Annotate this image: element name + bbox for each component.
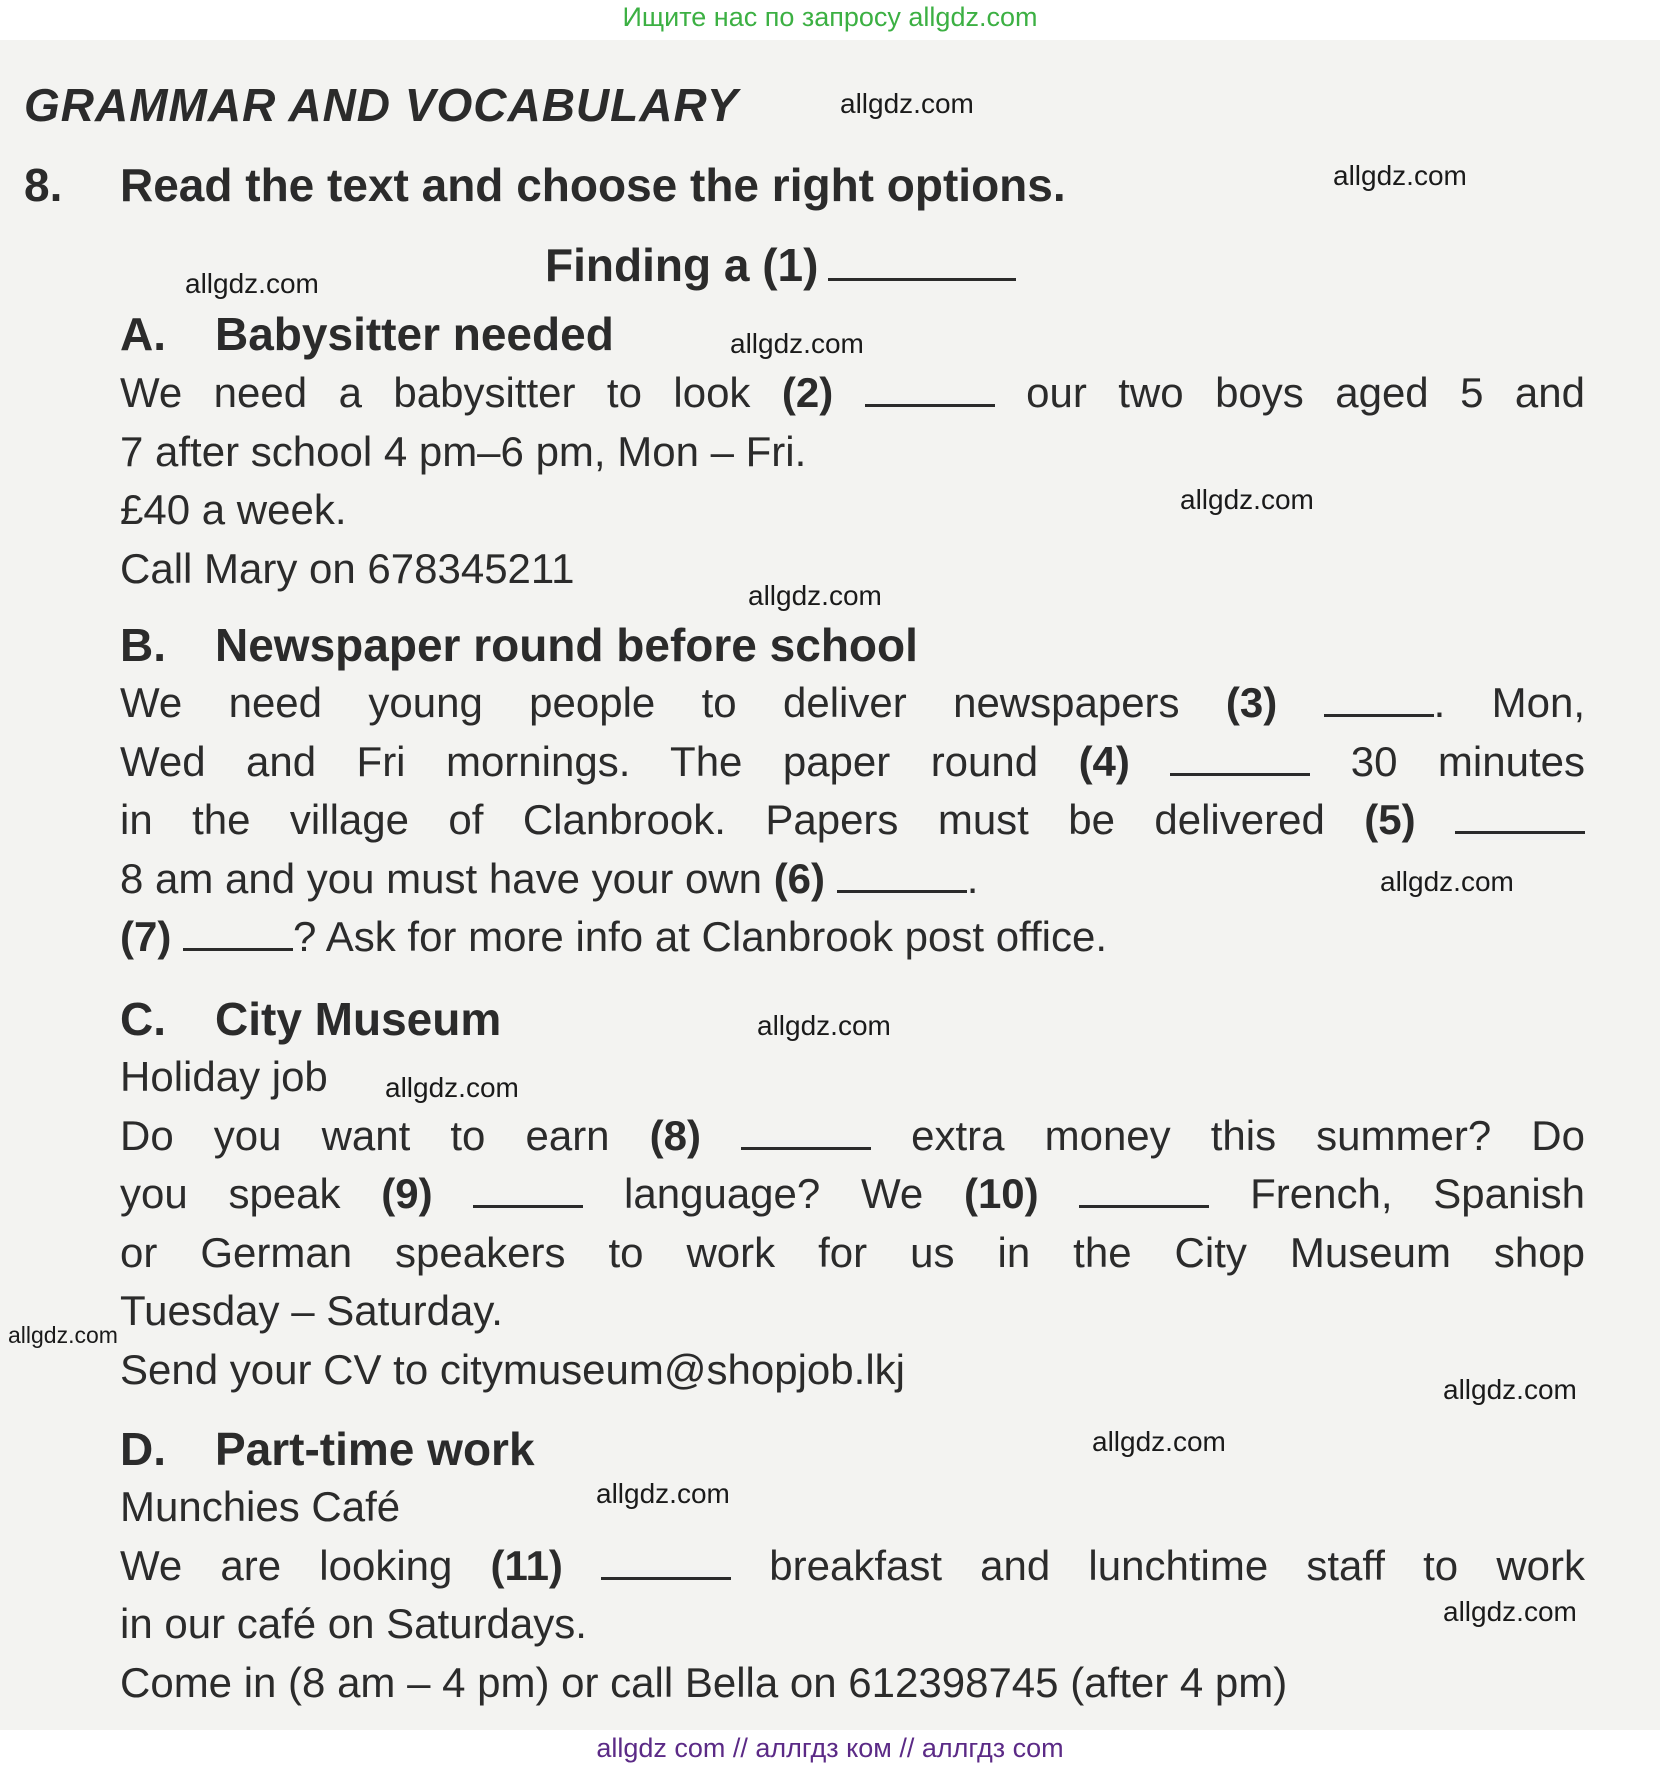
- ad-line: in our café on Saturdays.: [120, 1600, 587, 1647]
- section-heading: GRAMMAR AND VOCABULARY: [24, 79, 739, 131]
- top-banner[interactable]: Ищите нас по запросу allgdz.com: [622, 2, 1038, 32]
- ad-line: Send your CV to citymuseum@shopjob.lkj: [120, 1345, 905, 1393]
- line-text: ? Ask for more info at Clanbrook post office.: [293, 913, 1107, 960]
- ad-line: [120, 1165, 1585, 1224]
- ad-letter: A.: [120, 308, 166, 360]
- ad-line: Tuesday – Saturday.: [120, 1287, 503, 1334]
- gap-5: [1455, 801, 1585, 834]
- gap-number: (3): [1225, 679, 1278, 726]
- ad-title: Babysitter needed: [215, 308, 614, 360]
- ad-line: [120, 908, 1585, 967]
- gap-4: [1170, 743, 1310, 776]
- ad-line: [120, 850, 1585, 909]
- line-text: extra money this summer? Do: [871, 1111, 1585, 1159]
- bottom-banner[interactable]: allgdz com // аллгдз ком // аллгдз com: [596, 1733, 1064, 1763]
- gap-2: [865, 374, 995, 407]
- gap-number: (10): [963, 1170, 1039, 1217]
- ad-line: Munchies Café: [120, 1483, 401, 1530]
- ad-line: [120, 791, 1585, 850]
- watermark: allgdz.com: [8, 1322, 118, 1348]
- line-text: 30 minutes: [1310, 737, 1585, 785]
- text-title: [545, 238, 1016, 292]
- gap-number: (2): [781, 369, 834, 416]
- gap-number: (7): [120, 913, 172, 960]
- ad-line: £40 a week.: [120, 486, 347, 533]
- gap-number: (5): [1364, 796, 1416, 843]
- ad-line: [120, 674, 1585, 733]
- line-text: language? We: [583, 1170, 964, 1217]
- gap-11: [601, 1547, 731, 1580]
- watermark: allgdz.com: [1092, 1426, 1226, 1457]
- ad-line: [120, 1107, 1585, 1166]
- exercise-number: 8.: [24, 159, 63, 211]
- ad-letter: C.: [120, 993, 166, 1045]
- line-text: 8 am and you must have your own: [120, 854, 774, 902]
- watermark: allgdz.com: [596, 1478, 730, 1509]
- watermark: allgdz.com: [385, 1072, 519, 1103]
- line-text: you speak: [120, 1170, 382, 1217]
- ad-line: Call Mary on 678345211: [120, 544, 575, 592]
- gap-1: [828, 242, 1016, 281]
- text-title-label: Finding a (1): [545, 239, 819, 291]
- line-text: our two boys aged 5 and: [994, 369, 1585, 416]
- gap-number: (9): [381, 1170, 433, 1217]
- ad-heading: [120, 616, 1585, 674]
- line-text: .: [966, 854, 979, 902]
- line-text: breakfast and lunchtime staff to work: [731, 1541, 1585, 1589]
- ad-line: [120, 1537, 1585, 1596]
- line-text: in the village of Clanbrook. Papers must be delivered: [120, 796, 1365, 843]
- ad-c: [120, 990, 1585, 1399]
- line-text: Wed and Fri mornings. The paper round: [120, 737, 1079, 785]
- line-text: We need young people to deliver newspapers: [120, 679, 1226, 726]
- watermark: allgdz.com: [748, 580, 882, 611]
- gap-8: [741, 1117, 871, 1150]
- line-text: We need a babysitter to look: [120, 369, 782, 416]
- ad-line: [120, 733, 1585, 792]
- line-text: French, Spanish: [1209, 1170, 1586, 1217]
- watermark: allgdz.com: [1180, 484, 1314, 515]
- watermark: allgdz.com: [840, 88, 974, 119]
- ad-d: [120, 1420, 1585, 1712]
- ad-line: 7 after school 4 pm–6 pm, Mon – Fri.: [120, 427, 807, 475]
- watermark: allgdz.com: [185, 268, 319, 299]
- line-text: . Mon,: [1433, 679, 1585, 726]
- gap-6: [837, 860, 967, 893]
- gap-9: [473, 1175, 583, 1208]
- watermark: allgdz.com: [1380, 866, 1514, 897]
- ad-b: [120, 616, 1585, 967]
- gap-10: [1079, 1175, 1209, 1208]
- gap-7: [183, 918, 293, 951]
- watermark: allgdz.com: [757, 1010, 891, 1041]
- watermark: allgdz.com: [1443, 1596, 1577, 1627]
- ad-letter: B.: [120, 619, 166, 671]
- gap-number: (11): [490, 1541, 563, 1589]
- gap-3: [1324, 684, 1434, 717]
- exercise-instruction: Read the text and choose the right options.: [120, 159, 1066, 211]
- ad-title: City Museum: [215, 993, 502, 1045]
- watermark: allgdz.com: [1333, 160, 1467, 191]
- exercise-title: [24, 158, 1066, 212]
- ad-line: [120, 364, 1585, 423]
- ad-letter: D.: [120, 1423, 166, 1475]
- ad-title: Part-time work: [215, 1423, 535, 1475]
- gap-number: (8): [649, 1111, 701, 1159]
- line-text: We are looking: [120, 1541, 491, 1589]
- line-text: Do you want to earn: [120, 1111, 650, 1159]
- ad-line: or German speakers to work for us in the City Museum shop: [120, 1228, 1585, 1276]
- gap-number: (6): [773, 854, 826, 902]
- gap-number: (4): [1078, 737, 1130, 785]
- watermark: allgdz.com: [1443, 1374, 1577, 1405]
- ad-line: Holiday job: [120, 1053, 328, 1100]
- ad-line: Come in (8 am – 4 pm) or call Bella on 612398745 (after 4 pm): [120, 1658, 1288, 1706]
- ad-title: Newspaper round before school: [215, 619, 918, 671]
- watermark: allgdz.com: [730, 328, 864, 359]
- ad-heading: [120, 1420, 1585, 1478]
